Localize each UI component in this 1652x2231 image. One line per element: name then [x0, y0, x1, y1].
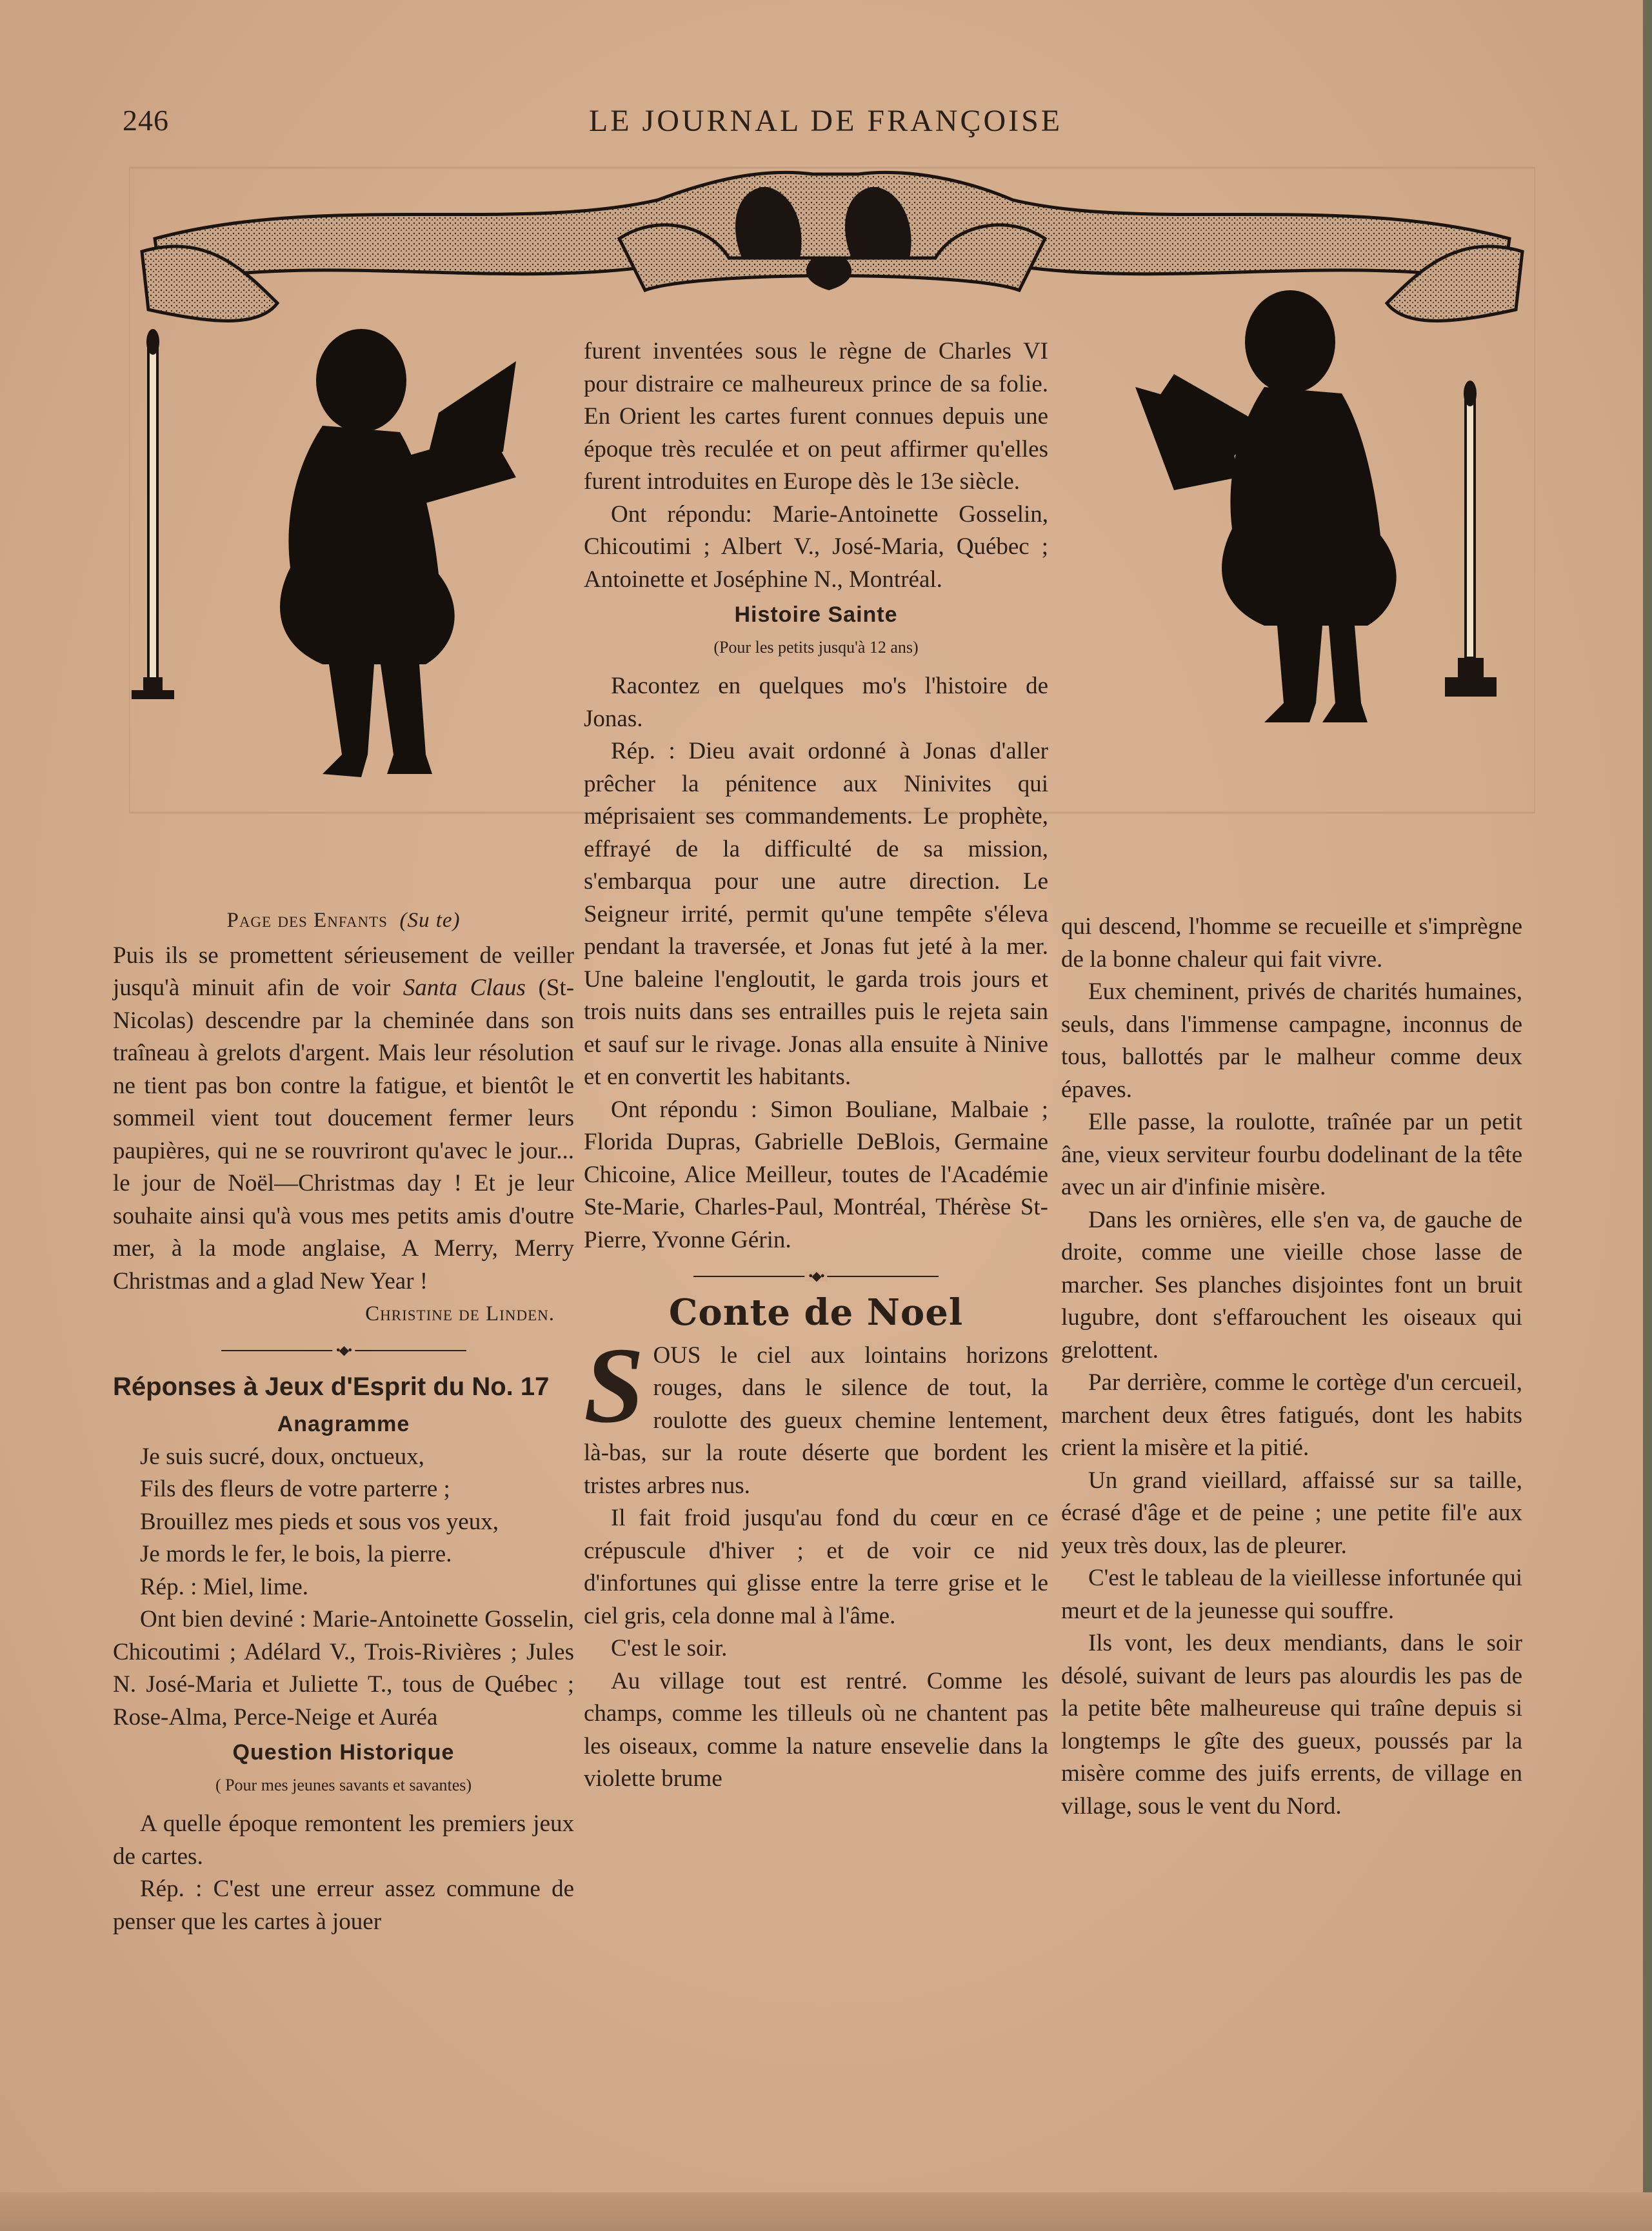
- anagramme-title: Anagramme: [277, 1412, 410, 1436]
- paragraph: Dans les ornières, elle s'en va, de gauche de droite, comme une vieille chose lasse de marcher. Ses planches disjointes font un bruit lugubre, dont s'effarouchent les oiseaux qui grelottent.: [1061, 1206, 1522, 1363]
- caption-suite: (Su te): [399, 909, 461, 932]
- paragraph: qui descend, l'homme se recueille et s'imprègne de la bonne chaleur qui fait vivre.: [1061, 913, 1522, 973]
- paragraph: [113, 940, 574, 1298]
- verse-line: Fils des fleurs de votre parterre ;: [140, 1476, 450, 1502]
- paragraph: furent inventées sous le règne de Charles VI pour distraire ce malheureux prince de sa folie. En Orient les cartes furent connues depuis une époque très reculée et on peut affirmer qu'elles furent introduites en Europe dès le 13e siècle.: [584, 338, 1048, 495]
- paragraph: Au village tout est rentré. Comme les champs, comme les tilleuls où ne chantent pas les oiseaux, comme la nature ensevelie dans la violette brume: [584, 1667, 1048, 1792]
- right-child-silhouette: [1135, 290, 1397, 722]
- paragraph: Ils vont, les deux mendiants, dans le soir désolé, suivant de leurs pas alourdis les pas de la petite bête malheureuse qui traîne depuis si longtemps le gîte des gueux, poussés par la misère comme des juifs errents, de village en village, sous le vent du Nord.: [1061, 1630, 1522, 1820]
- page-caption: [113, 904, 574, 937]
- paragraph: C'est le tableau de la vieillesse infortunée qui meurt et de la jeunesse qui souffre.: [1061, 1565, 1522, 1624]
- signature: Christine de Linden.: [365, 1302, 555, 1325]
- running-head: [116, 103, 1535, 148]
- santa-claus-italic: Santa Claus: [403, 975, 526, 1001]
- text-run: (St-Nicolas) descendre par la cheminée dans son traîneau à grelots d'argent. Mais leur résolution ne tient pas bon contre la fatigue, et bientôt le sommeil vient tout doucement fermer leurs paupières, qui ne se rouvriront qu'avec le jour... le jour de Noël—Christmas day ! Et je leur souhaite ainsi qu'à vous mes petits amis d'outre mer, à la mode anglaise, A Merry, Merry Christmas and a glad New Year !: [113, 975, 575, 1294]
- verse-line: Je suis sucré, doux, onctueux,: [140, 1443, 424, 1470]
- column-left: [113, 904, 574, 1938]
- garland-banner: [142, 172, 1522, 321]
- paragraph: C'est le soir.: [611, 1635, 728, 1661]
- section-divider: •◆•: [221, 1345, 466, 1356]
- question-title: Question Historique: [232, 1740, 455, 1765]
- section-divider: •◆•: [693, 1271, 939, 1282]
- paragraph: Ont répondu : Simon Bouliane, Malbaie ; Florida Dupras, Gabrielle DeBlois, Germaine Chicoine, Alice Meilleur, toutes de l'Académie Ste-Marie, Charles-Paul, Montréal, Thérèse St-Pierre, Yvonne Gérin.: [584, 1096, 1048, 1253]
- anagramme-reponse: Rép. : Miel, lime.: [140, 1573, 309, 1600]
- paragraph: Par derrière, comme le cortège d'un cercueil, marchent deux êtres fatigués, dont les habits crient la misère et la pitié.: [1061, 1369, 1522, 1461]
- right-candle: [1445, 381, 1497, 697]
- paragraph: Ont répondu: Marie-Antoinette Gosselin, Chicoutimi ; Albert V., José-Maria, Québec ; Antoinette et Joséphine N., Montréal.: [584, 501, 1048, 593]
- text-run: Puis ils se promettent sérieusement de veiller jusqu'à minuit afin de voir: [113, 942, 574, 1001]
- conte-title: Conte de Noel: [668, 1291, 964, 1334]
- histoire-note: (Pour les petits jusqu'à 12 ans): [713, 637, 919, 657]
- question-text: A quelle époque remontent les premiers jeux de cartes.: [113, 1810, 574, 1870]
- paragraph: Eux cheminent, privés de charités humaines, seuls, dans l'immense campagne, inconnus de tous, ballottés par le malheur comme deux épaves.: [1061, 978, 1522, 1103]
- page-edge-right: [1643, 0, 1652, 2231]
- left-candle: [132, 329, 174, 699]
- drop-cap: S: [584, 1325, 644, 1445]
- page-edge-bottom: [0, 2192, 1652, 2231]
- paragraph: Rép. : Dieu avait ordonné à Jonas d'aller prêcher la pénitence aux Ninivites qui méprisaient ses commandements. Le prophète, effrayé de la difficulté de sa mission, s'embarqua pour une autre direction. Le Seigneur irrité, permit qu'une tempête s'éleva pendant la traversée, et Jonas fut jeté à la mer. Une baleine l'engloutit, le garda trois jours et trois nuits dans ses entrailles puis le rejeta sain et sauf sur le rivage. Jonas alla ensuite à Ninive et en convertit les habitants.: [584, 738, 1048, 1090]
- column-right: [1061, 911, 1522, 1823]
- paragraph: Elle passe, la roulotte, traînée par un petit âne, vieux serviteur fourbu dodelinant de la tête avec un air d'infinie misère.: [1061, 1109, 1522, 1200]
- page-number: 246: [123, 104, 169, 137]
- text-run: OUS le ciel aux lointains horizons rouges, dans le silence de tout, la roulotte des gueux chemine lentement, là-bas, sur la route déserte que bordent les tristes arbres nus.: [584, 1342, 1048, 1499]
- verse-line: Brouillez mes pieds et sous vos yeux,: [140, 1508, 499, 1535]
- column-middle: [584, 335, 1048, 1796]
- paragraph: Racontez en quelques mo's l'histoire de Jonas.: [584, 673, 1048, 732]
- question-reponse: Rép. : C'est une erreur assez commune de penser que les cartes à jouer: [113, 1876, 574, 1935]
- histoire-title: Histoire Sainte: [734, 602, 898, 627]
- verse-line: Je mords le fer, le bois, la pierre.: [140, 1541, 452, 1567]
- question-note: ( Pour mes jeunes savants et savantes): [215, 1775, 472, 1794]
- left-child-silhouette: [280, 329, 516, 777]
- anagramme-devine: Ont bien deviné : Marie-Antoinette Gosselin, Chicoutimi ; Adélard V., Trois-Rivières ; Jules N. José-Maria et Juliette T., tous de Québec ; Rose-Alma, Perce-Neige et Auréa: [113, 1606, 574, 1730]
- paragraph: [584, 1325, 1048, 1503]
- caption-title: Page des Enfants: [226, 909, 388, 932]
- reponses-heading: Réponses à Jeux d'Esprit du No. 17: [113, 1372, 550, 1401]
- journal-title: LE JOURNAL DE FRANÇOISE: [588, 104, 1063, 138]
- paragraph: Il fait froid jusqu'au fond du cœur en ce crépuscule d'hiver ; et de voir ce nid d'infortunes qui glisse entre la terre grise et le ciel gris, cela donne mal à l'âme.: [584, 1505, 1048, 1629]
- paragraph: Un grand vieillard, affaissé sur sa taille, écrasé d'âge et de peine ; une petite fil'e aux yeux très doux, las de pleurer.: [1061, 1467, 1522, 1559]
